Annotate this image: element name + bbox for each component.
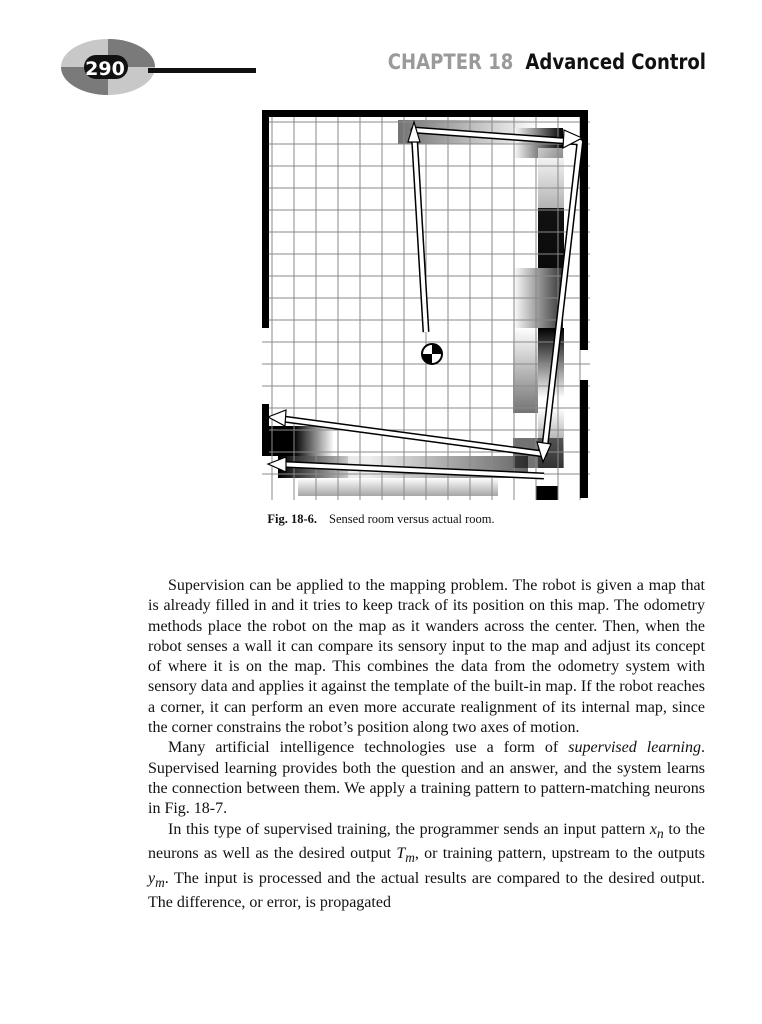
room-map-figure xyxy=(258,108,598,503)
math-subscript: n xyxy=(657,825,664,841)
math-variable: T xyxy=(396,845,406,863)
chapter-title: Advanced Control xyxy=(525,50,706,74)
math-subscript: m xyxy=(405,850,415,866)
text-run: In this type of supervised training, the programmer sends an input pattern xyxy=(168,820,650,838)
math-variable: x xyxy=(649,820,658,838)
figure-label: Fig. 18-6. xyxy=(267,512,318,526)
body-text xyxy=(148,576,705,913)
figure-caption xyxy=(0,512,762,527)
figure-caption-text: Sensed room versus actual room. xyxy=(329,512,495,526)
page-number: 290 xyxy=(85,58,125,80)
running-head xyxy=(388,50,706,74)
math-variable: y xyxy=(148,869,156,887)
paragraph xyxy=(148,820,705,914)
math-subscript: m xyxy=(155,874,165,890)
paragraph xyxy=(148,738,705,819)
paragraph xyxy=(148,576,705,738)
page-header xyxy=(0,0,762,110)
text-run: . The input is processed and the actual results are compared to the desired output. The difference, or error, is propagated xyxy=(148,869,705,912)
chapter-label: CHAPTER 18 xyxy=(387,50,514,74)
text-run: to the neurons as well as the desired output xyxy=(148,820,705,863)
text-run: Supervision can be applied to the mapping problem. The robot is given a map that is already filled in and it tries to keep track of its position on this map. The odometry methods place the robot on the map as it wanders across the center. Then, when the robot senses a wall it can compare its sensory input to the map and adjust its concept of where it is on the map. This combines the data from the odometry system with sensory data and applies it against the template of the built-in map. If the robot reaches a corner, it can perform an even more accurate realignment of its internal map, since the corner constrains the robot’s position along two axes of motion. xyxy=(148,577,705,737)
header-rule xyxy=(148,68,256,73)
emphasis-term: supervised learning xyxy=(568,739,701,757)
text-run: , or training pattern, upstream to the outputs xyxy=(414,845,706,863)
robot-marker xyxy=(422,344,442,364)
text-run: Many artificial intelligence technologies use a form of xyxy=(168,739,569,757)
text-run: . Supervised learning provides both the question and an answer, and the system learns the connection between them. We apply a training pattern to pattern-matching neurons in Fig. 18-7. xyxy=(148,739,705,818)
